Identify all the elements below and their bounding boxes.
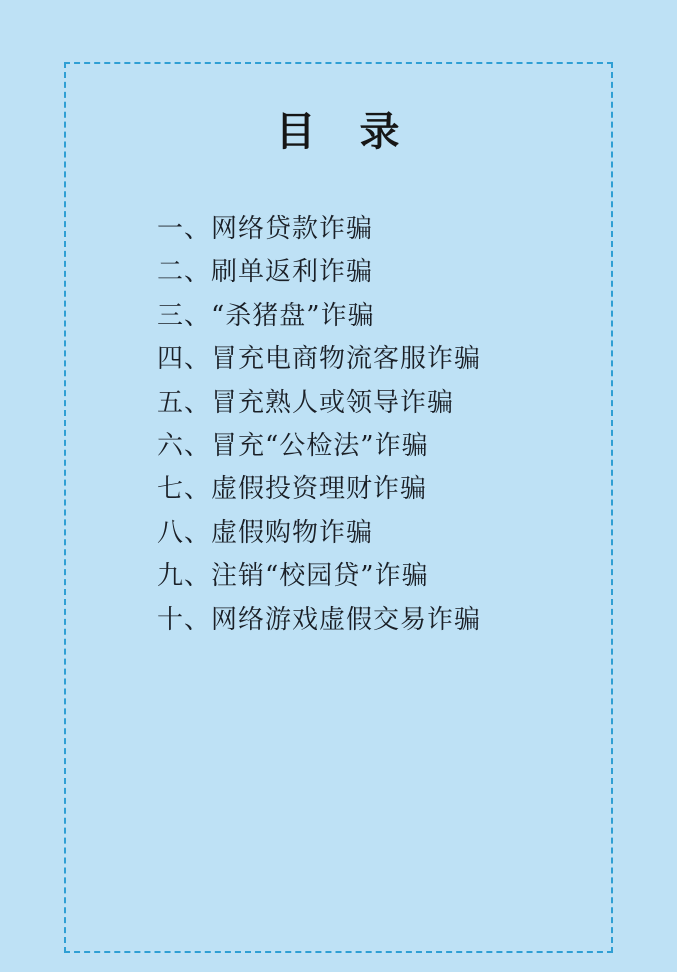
toc-item-3: 三、“杀猪盘”诈骗 bbox=[157, 300, 375, 331]
toc-item-10: 十、网络游戏虚假交易诈骗 bbox=[157, 604, 482, 635]
page-title: 目 录 bbox=[275, 109, 402, 155]
toc-list bbox=[157, 208, 481, 642]
toc-item-7: 七、虚假投资理财诈骗 bbox=[157, 474, 428, 505]
toc-item-4: 四、冒充电商物流客服诈骗 bbox=[157, 344, 482, 375]
toc-item-9: 九、注销“校园贷”诈骗 bbox=[157, 561, 429, 592]
toc-item-8: 八、虚假购物诈骗 bbox=[157, 517, 374, 548]
toc-item-5: 五、冒充熟人或领导诈骗 bbox=[157, 387, 455, 418]
toc-item-1: 一、网络贷款诈骗 bbox=[157, 214, 374, 244]
dashed-border-frame bbox=[64, 62, 613, 953]
toc-item-6: 六、冒充“公检法”诈骗 bbox=[157, 430, 429, 461]
toc-item-2: 二、刷单返利诈骗 bbox=[157, 257, 374, 288]
